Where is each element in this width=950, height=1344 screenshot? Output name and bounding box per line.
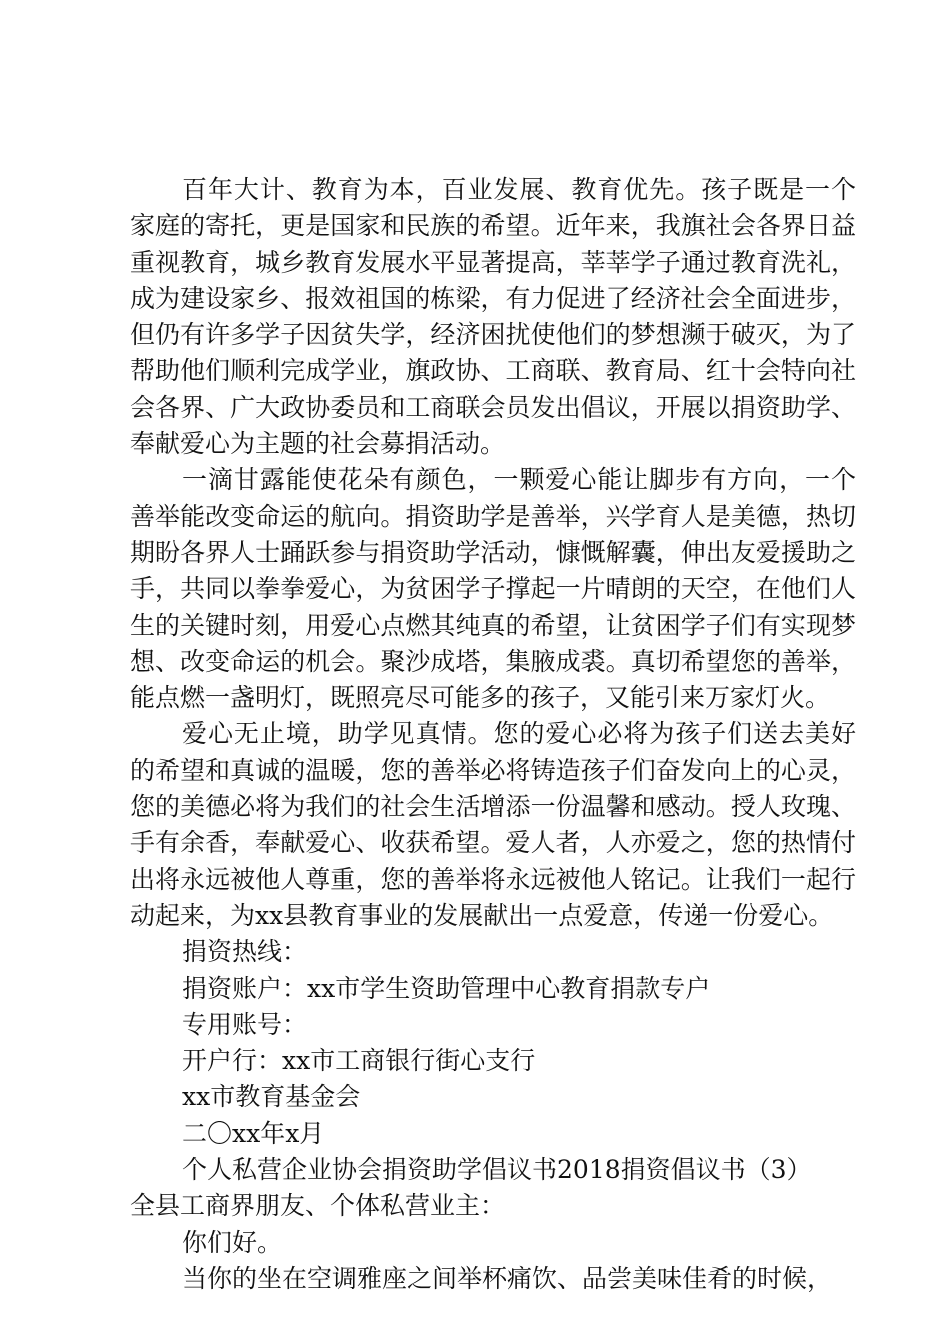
final-line: 当你的坐在空调雅座之间举杯痛饮、品尝美味佳肴的时候， [182, 1263, 833, 1293]
next-document-title: 个人私营企业协会捐资助学倡议书2018捐资倡议书（3） [182, 1155, 812, 1185]
donation-bank: 开户行：xx市工商银行街心支行 [182, 1046, 536, 1076]
greeting: 你们好。 [182, 1227, 283, 1257]
document-body [130, 172, 856, 1297]
donation-account-name: 捐资账户：xx市学生资助管理中心教育捐款专户 [182, 973, 711, 1003]
donation-account-number: 专用账号： [182, 1009, 308, 1039]
salutation: 全县工商界朋友、个体私营业主： [130, 1191, 506, 1221]
donation-hotline: 捐资热线： [182, 937, 308, 967]
paragraph-love-without-limit: 爱心无止境，助学见真情。您的爱心必将为孩子们送去美好的希望和真诚的温暖，您的善举必将铸造孩子们奋发向上的心灵，您的美德必将为我们的社会生活增添一份温馨和感动。授人玫瑰、手有余香，奉献爱心、收获希望。爱人者，人亦爱之，您的热情付出将永远被他人尊重，您的善举将永远被他人铭记。让我们一起行动起来，为xx县教育事业的发展献出一点爱意，传递一份爱心。 [130, 719, 856, 930]
signing-date: 二〇xx年x月 [182, 1118, 325, 1148]
paragraph-education-priority: 百年大计、教育为本，百业发展、教育优先。孩子既是一个家庭的寄托，更是国家和民族的希望。近年来，我旗社会各界日益重视教育，城乡教育发展水平显著提高，莘莘学子通过教育洗礼，成为建设家乡、报效祖国的栋梁，有力促进了经济社会全面进步，但仍有许多学子因贫失学，经济困扰使他们的梦想濒于破灭，为了帮助他们顺利完成学业，旗政协、工商联、教育局、红十会特向社会各界、广大政协委员和工商联会员发出倡议，开展以捐资助学、奉献爱心为主题的社会募捐活动。 [130, 175, 856, 459]
signing-organization: xx市教育基金会 [182, 1082, 361, 1112]
paragraph-donation-appeal: 一滴甘露能使花朵有颜色，一颗爱心能让脚步有方向，一个善举能改变命运的航向。捐资助学是善举，兴学育人是美德，热切期盼各界人士踊跃参与捐资助学活动，慷慨解囊，伸出友爱援助之手，共同以拳拳爱心，为贫困学子撑起一片晴朗的天空，在他们人生的关键时刻，用爱心点燃其纯真的希望，让贫困学子们有实现梦想、改变命运的机会。聚沙成塔，集腋成裘。真切希望您的善举，能点燃一盏明灯，既照亮尽可能多的孩子，又能引来万家灯火。 [130, 465, 856, 713]
